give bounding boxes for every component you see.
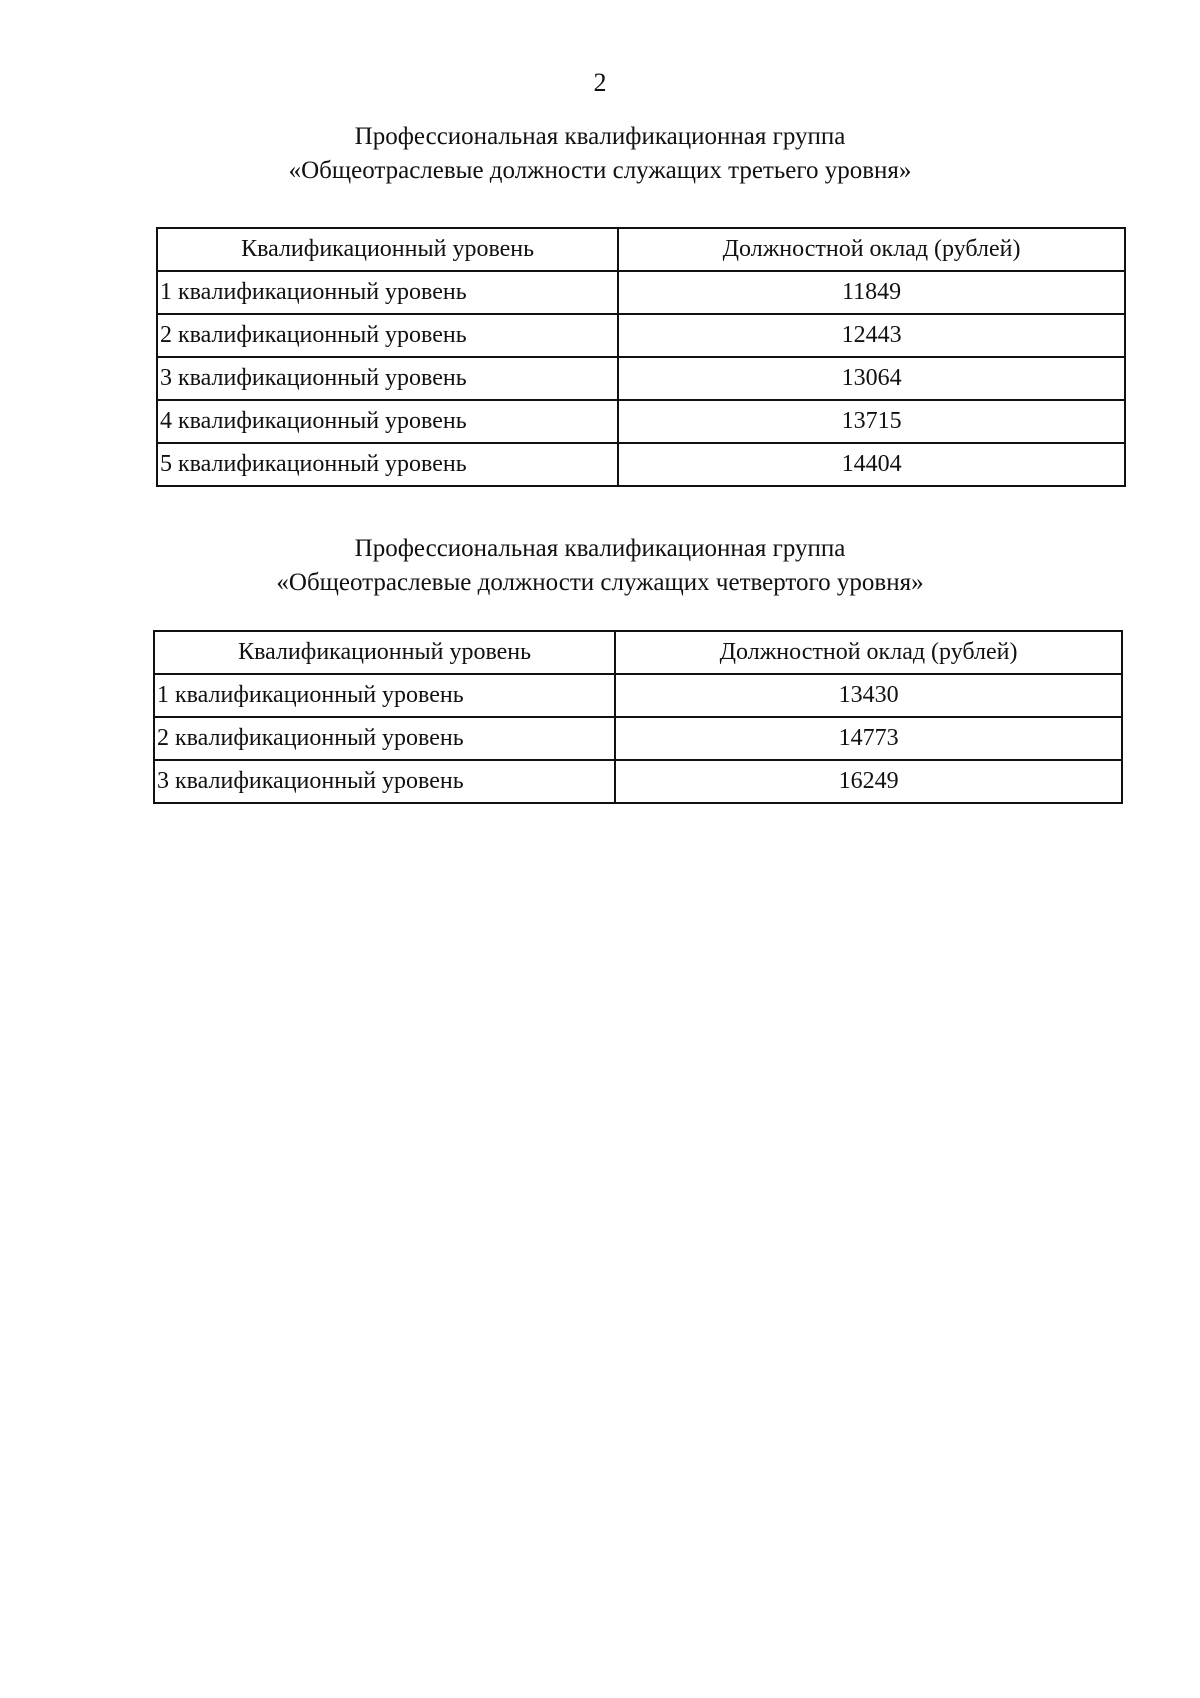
level-cell: 2 квалификационный уровень <box>157 314 618 357</box>
level-cell: 2 квалификационный уровень <box>154 717 615 760</box>
level-cell: 5 квалификационный уровень <box>157 443 618 486</box>
salary-cell: 12443 <box>618 314 1125 357</box>
salary-cell: 11849 <box>618 271 1125 314</box>
column-header-salary: Должностной оклад (рублей) <box>618 228 1125 271</box>
table-header-row <box>154 631 1122 674</box>
level-cell: 1 квалификационный уровень <box>157 271 618 314</box>
section-1-title-line2: «Общеотраслевые должности служащих третьего уровня» <box>288 157 912 184</box>
salary-table-third-level <box>156 227 1126 487</box>
salary-cell: 16249 <box>615 760 1122 803</box>
table-row <box>157 400 1125 443</box>
salary-table-fourth-level <box>153 630 1123 804</box>
table-row <box>157 357 1125 400</box>
table-header-row <box>157 228 1125 271</box>
level-cell: 1 квалификационный уровень <box>154 674 615 717</box>
table-row <box>154 717 1122 760</box>
salary-cell: 13064 <box>618 357 1125 400</box>
level-cell: 3 квалификационный уровень <box>157 357 618 400</box>
salary-cell: 13430 <box>615 674 1122 717</box>
page-number: 2 <box>593 68 607 97</box>
section-2-title-line2: «Общеотраслевые должности служащих четвертого уровня» <box>276 569 924 596</box>
column-header-level: Квалификационный уровень <box>157 228 618 271</box>
table-row <box>154 760 1122 803</box>
table-row <box>154 674 1122 717</box>
salary-cell: 13715 <box>618 400 1125 443</box>
salary-cell: 14404 <box>618 443 1125 486</box>
table-row <box>157 271 1125 314</box>
section-1-title-line1: Профессиональная квалификационная группа <box>354 123 846 150</box>
section-2-title-line1: Профессиональная квалификационная группа <box>354 535 846 562</box>
column-header-level: Квалификационный уровень <box>154 631 615 674</box>
table-row <box>157 443 1125 486</box>
level-cell: 3 квалификационный уровень <box>154 760 615 803</box>
section-2-heading <box>0 532 1200 600</box>
level-cell: 4 квалификационный уровень <box>157 400 618 443</box>
section-1-heading <box>0 120 1200 188</box>
table-row <box>157 314 1125 357</box>
column-header-salary: Должностной оклад (рублей) <box>615 631 1122 674</box>
salary-cell: 14773 <box>615 717 1122 760</box>
